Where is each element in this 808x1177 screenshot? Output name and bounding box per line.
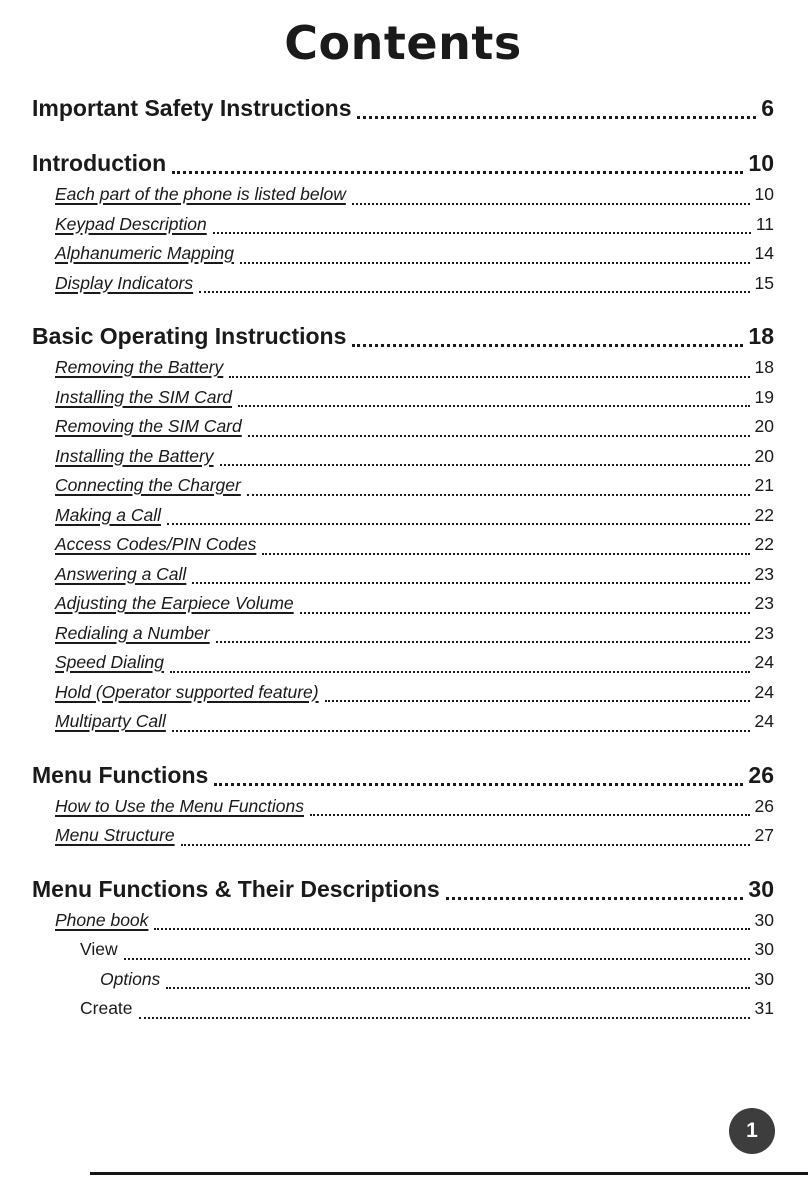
- toc-entry-page: 18: [754, 357, 774, 377]
- toc-entry-label: Alphanumeric Mapping: [55, 243, 234, 263]
- toc-entry-label: Removing the Battery: [55, 357, 224, 377]
- toc-entry-page: 23: [754, 622, 774, 643]
- dot-leader: [229, 376, 749, 378]
- toc-entry-label: Adjusting the Earpiece Volume: [55, 593, 294, 613]
- toc-entry[interactable]: [32, 648, 774, 678]
- toc-entry-label: Access Codes/PIN Codes: [55, 534, 257, 554]
- toc-entry[interactable]: [32, 589, 774, 619]
- toc-entry[interactable]: [32, 906, 774, 936]
- toc-entry-page: 30: [754, 939, 774, 959]
- dot-leader: [172, 171, 743, 174]
- dot-leader: [240, 262, 750, 264]
- toc-entry-label: Hold (Operator supported feature): [55, 681, 319, 702]
- toc-entry-page: 26: [754, 795, 774, 816]
- toc-entry-label: Introduction: [32, 150, 167, 176]
- toc-entry[interactable]: [32, 619, 774, 649]
- toc-entry[interactable]: [32, 821, 774, 851]
- toc-entry[interactable]: [32, 91, 774, 125]
- toc-entry-page: 22: [754, 534, 774, 554]
- toc-entry-page: 10: [754, 184, 774, 204]
- dot-leader: [214, 783, 743, 786]
- dot-leader: [357, 116, 756, 119]
- dot-leader: [170, 671, 750, 673]
- toc-entry[interactable]: [32, 319, 774, 353]
- toc-entry-label: How to Use the Menu Functions: [55, 795, 305, 816]
- toc-entry-page: 21: [754, 475, 774, 495]
- dot-leader: [199, 291, 749, 293]
- toc-entry[interactable]: [32, 792, 774, 822]
- toc-entry-label: Display Indicators: [55, 272, 194, 293]
- dot-leader: [300, 612, 750, 614]
- toc-entry[interactable]: [32, 146, 774, 180]
- toc-entry[interactable]: [32, 530, 774, 560]
- toc-entry-label: Create: [80, 998, 133, 1018]
- toc-entry[interactable]: [32, 707, 774, 737]
- dot-leader: [154, 928, 749, 930]
- toc-entry-page: 26: [748, 761, 774, 788]
- toc-entry-label: Removing the SIM Card: [55, 416, 242, 436]
- toc-entry[interactable]: [32, 935, 774, 965]
- toc-entry[interactable]: [32, 269, 774, 299]
- toc-entry-page: 23: [754, 593, 774, 613]
- toc-entry[interactable]: [32, 471, 774, 501]
- dot-leader: [352, 344, 743, 347]
- dot-leader: [167, 523, 750, 525]
- toc-entry-page: 30: [754, 968, 774, 989]
- dot-leader: [124, 958, 750, 960]
- toc-entry-label: Installing the Battery: [55, 445, 214, 466]
- toc-entry-label: Installing the SIM Card: [55, 386, 233, 407]
- page-number: 1: [746, 1119, 758, 1142]
- dot-leader: [247, 494, 750, 496]
- toc-entry-page: 19: [754, 386, 774, 407]
- toc-entry-page: 11: [755, 213, 774, 234]
- toc-entry-page: 24: [754, 652, 774, 672]
- dot-leader: [213, 232, 751, 234]
- toc-entry[interactable]: [32, 239, 774, 269]
- dot-leader: [166, 987, 749, 989]
- toc-entry-label: Basic Operating Instructions: [32, 323, 347, 349]
- toc-entry-label: Menu Functions & Their Descriptions: [32, 875, 440, 902]
- dot-leader: [220, 464, 750, 466]
- toc-entry-page: 24: [754, 681, 774, 702]
- toc-entry[interactable]: [32, 210, 774, 240]
- toc-entry[interactable]: [32, 442, 774, 472]
- toc-entry[interactable]: [32, 501, 774, 531]
- toc-entry-page: 30: [754, 909, 774, 930]
- toc-entry-label: Important Safety Instructions: [32, 95, 352, 121]
- toc-entry[interactable]: [32, 758, 774, 792]
- toc-entry-page: 6: [761, 95, 774, 121]
- toc-entry-page: 10: [748, 150, 774, 176]
- toc-entry[interactable]: [32, 560, 774, 590]
- toc-entry-page: 23: [754, 563, 774, 584]
- dot-leader: [181, 844, 750, 846]
- toc-entry-page: 14: [754, 243, 774, 263]
- toc-entry-label: Menu Structure: [55, 825, 175, 845]
- toc-entry-page: 20: [754, 416, 774, 436]
- toc-entry-page: 15: [754, 272, 774, 293]
- toc-entry[interactable]: [32, 994, 774, 1024]
- toc-entry-page: 27: [754, 825, 774, 845]
- toc-entry-label: Answering a Call: [55, 563, 187, 584]
- page-title: Contents: [284, 16, 522, 70]
- toc-entry-label: Options: [100, 968, 161, 989]
- toc-entry-label: View: [80, 939, 118, 959]
- dot-leader: [446, 897, 744, 900]
- toc-entry-page: 24: [754, 711, 774, 731]
- toc-entry-label: Multiparty Call: [55, 711, 166, 731]
- dot-leader: [262, 553, 749, 555]
- toc-entry-label: Phone book: [55, 909, 149, 930]
- dot-leader: [310, 814, 750, 816]
- toc-entry-page: 20: [754, 445, 774, 466]
- toc-entry-page: 22: [754, 504, 774, 525]
- page-bottom-edge: [90, 1172, 808, 1175]
- dot-leader: [248, 435, 750, 437]
- toc-list: [32, 91, 774, 1024]
- toc-entry[interactable]: [32, 383, 774, 413]
- page-number-badge: [729, 1108, 775, 1154]
- toc-entry-label: Keypad Description: [55, 213, 207, 234]
- toc-entry[interactable]: [32, 353, 774, 383]
- toc-entry-label: Redialing a Number: [55, 622, 210, 643]
- dot-leader: [172, 730, 750, 732]
- toc-entry-page: 18: [748, 323, 774, 349]
- toc-entry[interactable]: [32, 965, 774, 995]
- dot-leader: [352, 203, 750, 205]
- dot-leader: [238, 405, 750, 407]
- toc-entry-label: Speed Dialing: [55, 652, 164, 672]
- toc-entry[interactable]: [32, 872, 774, 906]
- toc-entry[interactable]: [32, 412, 774, 442]
- dot-leader: [192, 582, 749, 584]
- dot-leader: [325, 700, 750, 702]
- toc-entry-label: Each part of the phone is listed below: [55, 184, 346, 204]
- toc-entry-page: 31: [754, 998, 774, 1018]
- dot-leader: [139, 1017, 750, 1019]
- dot-leader: [216, 641, 750, 643]
- toc-entry[interactable]: [32, 678, 774, 708]
- toc-entry-label: Menu Functions: [32, 761, 209, 788]
- toc-entry-label: Making a Call: [55, 504, 162, 525]
- toc-entry[interactable]: [32, 180, 774, 210]
- toc-entry-label: Connecting the Charger: [55, 475, 241, 495]
- toc-entry-page: 30: [748, 875, 774, 902]
